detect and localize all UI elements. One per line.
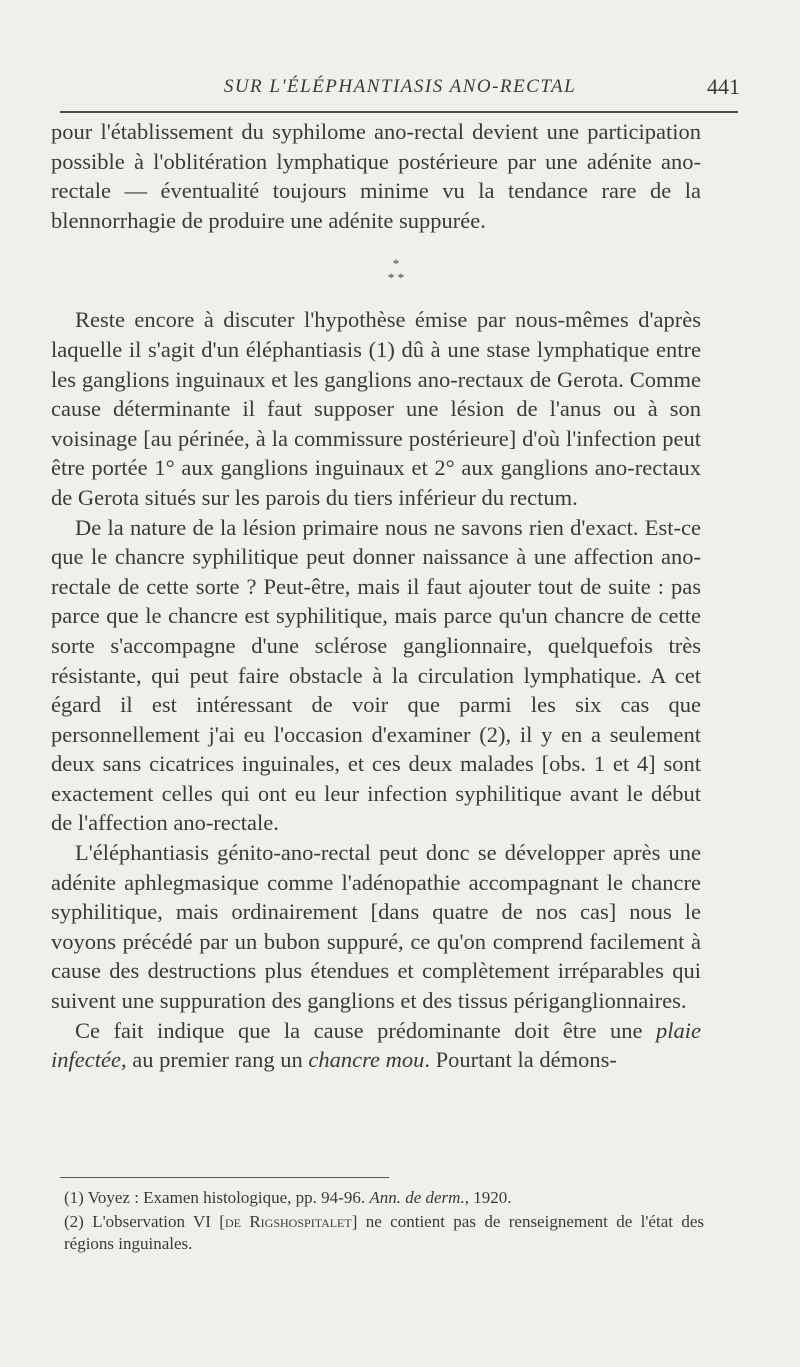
footnote-rule xyxy=(60,1177,389,1178)
paragraph-4: L'éléphantiasis génito-ano-rectal peut donc se développer après une adénite aphlegmasique comme l'adénopathie accompagnant le chancre syphilitique, mais ordinairement [dans quatre de nos cas] nous le voyons précédé par un bubon suppuré, ce qu'on comprend facilement à cause des destructions plus étendues et complètement irréparables qui suivent une suppuration des ganglions et des tissus périganglionnaires. xyxy=(51,840,701,1014)
footnote-1-journal: Ann. de derm. xyxy=(369,1188,465,1207)
paragraph-3: De la nature de la lésion primaire nous ne savons rien d'exact. Est-ce que le chancre syphilitique peut donner naissance à une affection ano-rectale de cette sorte ? Peut-être, mais il faut ajouter tout de suite : pas parce que le chancre est syphilitique, mais parce qu'un chancre de cette sorte s'accompagne d'une sclérose ganglionnaire, quelquefois très résistante, qui peut faire obstacle à la circulation lymphatique. A cet égard il est intéressant de voir que parmi les six cas que personnellement j'ai eu l'occasion d'examiner (2), il y en a seulement deux sans cicatrices inguinales, et ces deux malades [obs. 1 et 4] sont exactement celles qui ont eu leur infection syphilitique avant le début de l'affection ano-rectale. xyxy=(51,514,701,836)
asterism-top: * xyxy=(392,256,400,272)
footnote-1-text-a: (1) Voyez : Examen histologique, pp. 94-96. xyxy=(64,1188,370,1207)
paragraph-1: pour l'établissement du syphilome ano-rectal devient une participation possible à l'oblitération lymphatique postérieure par une adénite ano-rectale — éventualité toujours minime vu la tendance rare de la blennorrhagie de produire une adénite suppurée. xyxy=(51,119,701,233)
emphasis-plaie-infectee: plaie infectée xyxy=(51,1017,701,1073)
paragraph-5-text-b: , au premier rang un xyxy=(120,1047,309,1073)
paragraph-5 xyxy=(51,1016,701,1075)
running-title: SUR L'ÉLÉPHANTIASIS ANO-RECTAL xyxy=(223,76,577,97)
paragraph-2: Reste encore à discuter l'hypothèse émise par nous-mêmes d'après laquelle il s'agit d'un éléphantiasis (1) dû à une stase lymphatique entre les ganglions inguinaux et les ganglions ano-rectaux de Gerota. Comme cause déterminante il faut supposer une lésion de l'anus ou à son voisinage [au périnée, à la commissure postérieure] d'où l'infection peut être portée 1° aux ganglions inguinaux et 2° aux ganglions ano-rectaux de Gerota situés sur les parois du tiers inférieur du rectum. xyxy=(51,307,701,510)
page-number: 441 xyxy=(707,74,740,99)
header-rule xyxy=(60,111,738,113)
footnotes xyxy=(64,1187,704,1257)
footnote-2-institution: de Rigshospitalet xyxy=(224,1212,352,1231)
emphasis-chancre-mou: chancre mou xyxy=(308,1047,425,1073)
page-header xyxy=(60,74,740,102)
footnote-1 xyxy=(64,1187,704,1209)
footnote-2-text-b: ] ne contient pas de renseignement de l'état des régions inguinales. xyxy=(64,1212,704,1253)
paragraph-5-text-c: . Pourtant la démons- xyxy=(424,1047,617,1073)
section-break-asterisks xyxy=(51,257,701,285)
footnote-2 xyxy=(64,1211,704,1255)
footnote-1-text-b: , 1920. xyxy=(464,1188,512,1207)
paragraph-5-text-a: Ce fait indique que la cause prédominante doit être une xyxy=(75,1017,656,1043)
body-text xyxy=(51,117,701,1075)
asterism-bottom: * * xyxy=(387,270,405,286)
footnote-2-text-a: (2) L'observation VI [ xyxy=(64,1212,225,1231)
